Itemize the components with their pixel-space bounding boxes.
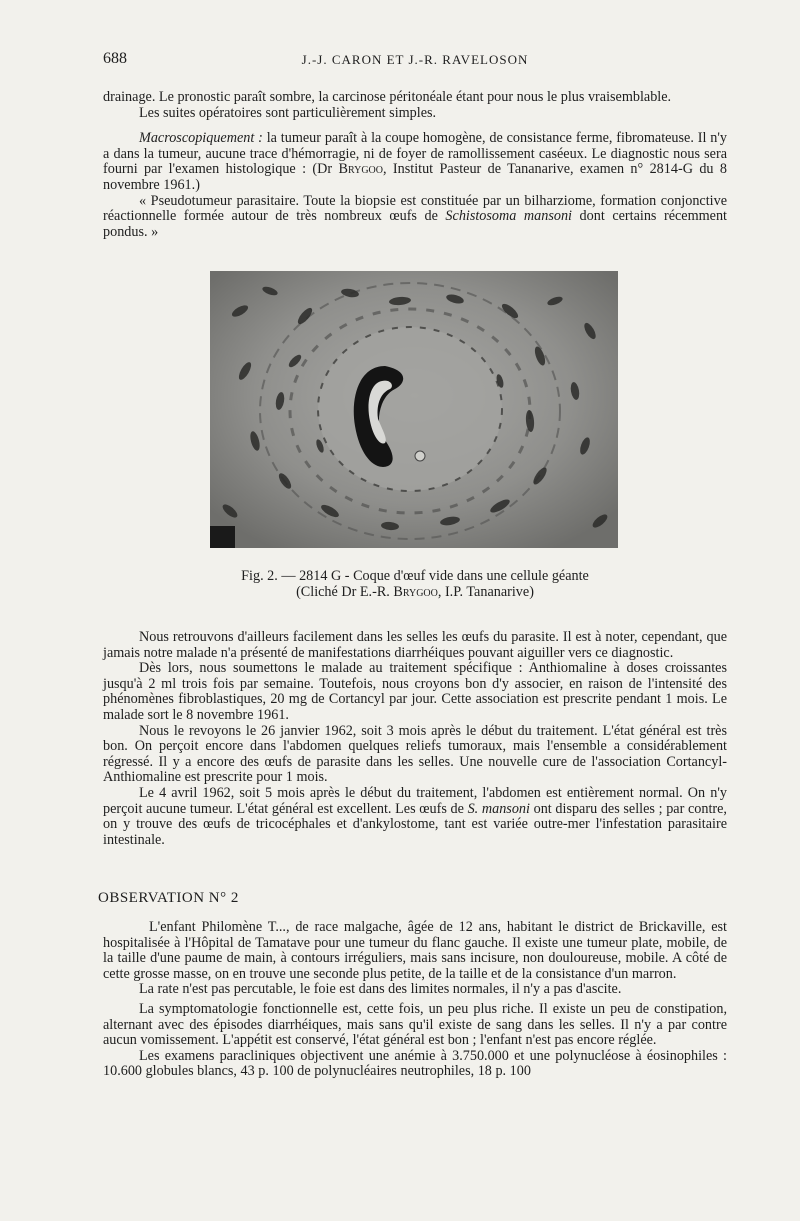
paragraph: Les examens paracliniques objectivent une anémie à 3.750.000 et une polynucléose à éosinophiles : 10.600 globules blancs, 43 p. 100 de polynucléaires neutrophiles, 18 p. 100 xyxy=(103,1047,727,1080)
paragraph: Macroscopiquement : la tumeur paraît à la coupe homogène, de consistance ferme, fibromateuse. Il n'y a dans la tumeur, aucune trace d'hémorragie, ni de foyer de ramollissement caséeux. Le diagnostic nous sera fourni par l'examen histologique : (Dr Brygoo, Institut Pasteur de Tananarive, examen n° 2814-G du 8 novembre 1961.) xyxy=(103,130,727,193)
paragraph: L'enfant Philomène T..., de race malgache, âgée de 12 ans, habitant le district de Brickaville, est hospitalisée à l'Hôpital de Tamatave pour une tumeur du flanc gauche. Il existe une tumeur plate, mobile, de la taille d'une paume de main, à contours irréguliers, mais sans incisure, non douloureuse, mobile. A côté de cette grosse masse, on en trouve une seconde plus petite, de la taille et de la consistance d'un marron. xyxy=(103,919,727,982)
species-name: S. mansoni xyxy=(467,800,530,817)
micrograph-image xyxy=(210,271,618,548)
paragraph: Les suites opératoires sont particulièrement simples. xyxy=(139,104,437,121)
paragraph: « Pseudotumeur parasitaire. Toute la biopsie est constituée par un bilharziome, formation conjonctive réactionnelle formée autour de très nombreux œufs de Schistosoma mansoni dont certains récemment pondus. » xyxy=(103,192,727,240)
caption-line: Fig. 2. — 2814 G - Coque d'œuf vide dans une cellule géante xyxy=(241,568,589,584)
paragraph: La symptomatologie fonctionnelle est, cette fois, un peu plus riche. Il existe un peu de constipation, alternant avec des épisodes diarrhéiques, mais sans qu'il existe de sang dans les selles. Il n'y a par contre aucun vomissement. L'appétit est conservé, l'état général est bon ; l'enfant n'est pas encore réglée. xyxy=(103,1000,727,1049)
paragraph: La rate n'est pas percutable, le foie est dans des limites normales, il n'y a pas d'ascite. xyxy=(139,981,622,998)
text-block-top xyxy=(103,90,727,240)
text-block-middle xyxy=(103,630,727,848)
paragraph: Nous le revoyons le 26 janvier 1962, soit 3 mois après le début du traitement. L'état général est très bon. On perçoit encore dans l'abdomen quelques reliefs tumoraux, mais l'ensemble a considérablement régressé. Il y a encore des œufs de parasite dans les selles. Une nouvelle cure de l'association Cortancyl-Anthiomaline est prescrite pour 1 mois. xyxy=(103,722,727,786)
paragraph: Nous retrouvons d'ailleurs facilement dans les selles les œufs du parasite. Il est à noter, cependant, que jamais notre malade n'a présenté de manifestations diarrhéiques pouvant aiguiller vers ce diagnostic. xyxy=(103,629,727,661)
running-head: J.-J. CARON ET J.-R. RAVELOSON xyxy=(301,52,529,67)
paragraph: Le 4 avril 1962, soit 5 mois après le début du traitement, l'abdomen est entièrement normal. On n'y perçoit aucune tumeur. L'état général est excellent. Les œufs de S. mansoni ont disparu des selles ; par contre, on y trouve des œufs de tricocéphales et d'ankylostome, tant est variée outre-mer l'infestation parasitaire intestinale. xyxy=(103,784,727,848)
author-name: Brygoo xyxy=(338,161,383,178)
section-heading: OBSERVATION N° 2 xyxy=(98,890,239,906)
histology-figure xyxy=(210,271,618,548)
page-header xyxy=(103,50,727,72)
author-name: Brygoo xyxy=(393,584,438,600)
figure-caption xyxy=(103,568,727,600)
caption-credit: (Cliché Dr E.-R. Brygoo, I.P. Tananarive) xyxy=(296,584,534,600)
italic-term: Macroscopiquement : xyxy=(139,130,263,147)
text-block-bottom xyxy=(103,920,727,1080)
page-number: 688 xyxy=(103,50,127,67)
species-name: Schistosoma mansoni xyxy=(445,208,572,225)
paragraph: drainage. Le pronostic paraît sombre, la carcinose péritonéale étant pour nous le plus vraisemblable. xyxy=(103,89,672,105)
paragraph: Dès lors, nous soumettons le malade au traitement spécifique : Anthiomaline à doses croissantes jusqu'à 2 ml trois fois par semaine. Toutefois, nous croyons bon d'y associer, en raison de l'intensité des phénomènes fibroblastiques, 20 mg de Cortancyl par jour. Cette association est prescrite pendant 1 mois. Le malade sort le 8 novembre 1961. xyxy=(103,660,727,723)
